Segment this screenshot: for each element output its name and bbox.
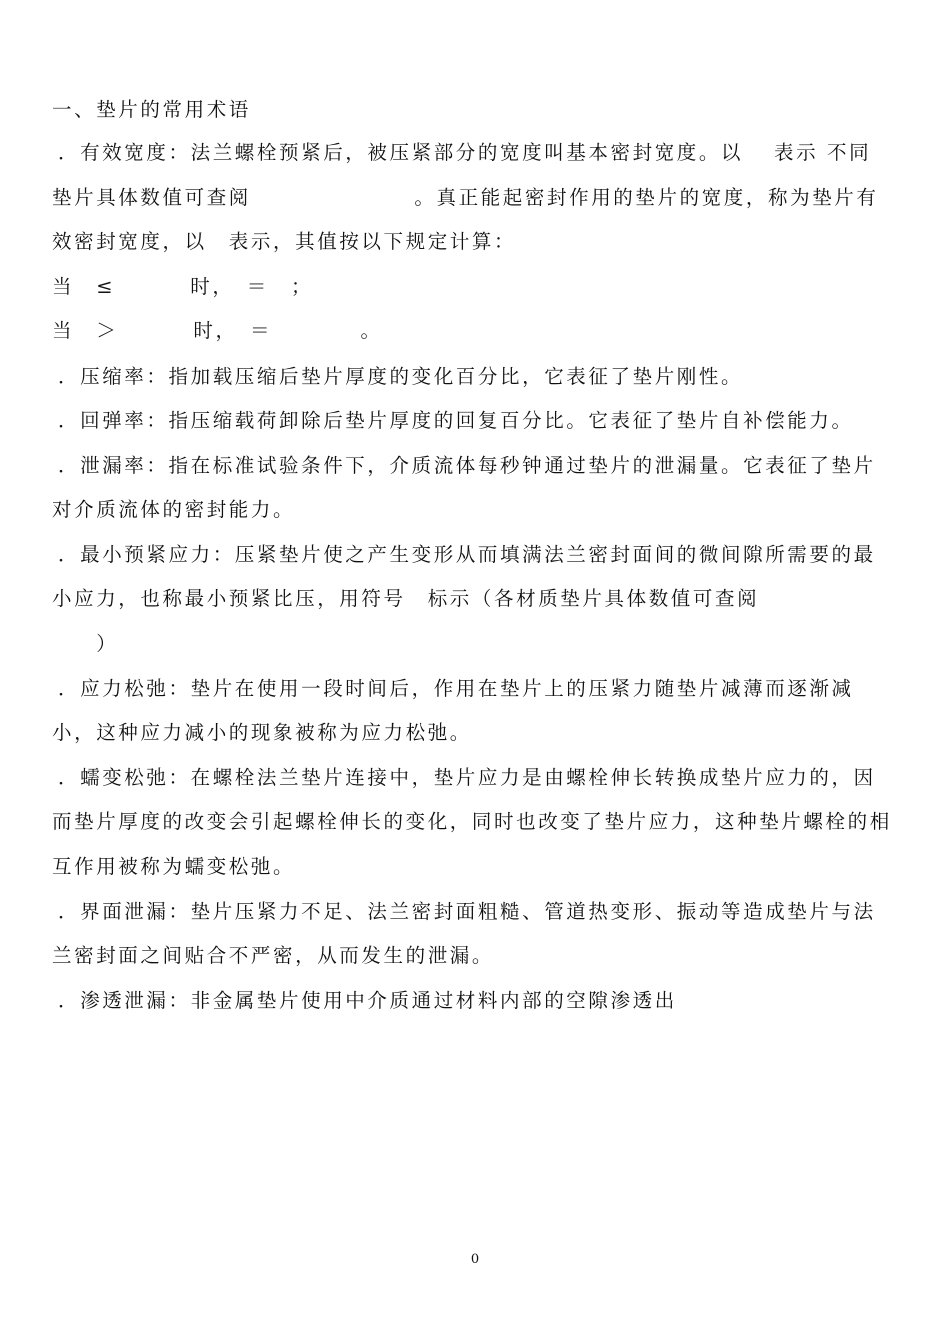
paragraph-line: 而垫片厚度的改变会引起螺栓伸长的变化，同时也改变了垫片应力，这种垫片螺栓的相 bbox=[52, 810, 892, 833]
formula-line: 当 ≤ 时， ＝ ； bbox=[52, 275, 314, 298]
paragraph-line: ．应力松弛：垫片在使用一段时间后，作用在垫片上的压紧力随垫片减薄而逐渐减 bbox=[58, 677, 854, 700]
paragraph-line: 垫片具体数值可查阅 。真正能起密封作用的垫片的宽度，称为垫片有 bbox=[52, 186, 879, 209]
paragraph-line: ．泄漏率：指在标准试验条件下，介质流体每秒钟通过垫片的泄漏量。它表征了垫片 bbox=[58, 454, 876, 477]
paragraph-line: ．渗透泄漏：非金属垫片使用中介质通过材料内部的空隙渗透出 bbox=[58, 989, 677, 1012]
paragraph-line: ．最小预紧应力：压紧垫片使之产生变形从而填满法兰密封面间的微间隙所需要的最 bbox=[58, 543, 876, 566]
paragraph-line: 小应力，也称最小预紧比压，用符号 标示（各材质垫片具体数值可查阅 bbox=[52, 587, 760, 610]
paragraph-line: ．蠕变松弛：在螺栓法兰垫片连接中，垫片应力是由螺栓伸长转换成垫片应力的，因 bbox=[58, 766, 876, 789]
paragraph-line: 互作用被称为蠕变松弛。 bbox=[52, 855, 296, 878]
formula-line: 当 ＞ 时， ＝ 。 bbox=[52, 319, 383, 342]
paragraph-line: 对介质流体的密封能力。 bbox=[52, 498, 296, 521]
paragraph-line: ．回弹率：指压缩载荷卸除后垫片厚度的回复百分比。它表征了垫片自补偿能力。 bbox=[58, 409, 854, 432]
paragraph-line: ．压缩率：指加载压缩后垫片厚度的变化百分比，它表征了垫片刚性。 bbox=[58, 365, 744, 388]
page-number: 0 bbox=[470, 1252, 480, 1267]
paragraph-line: ．界面泄漏：垫片压紧力不足、法兰密封面粗糙、管道热变形、振动等造成垫片与法 bbox=[58, 900, 876, 923]
paragraph-line: 小，这种应力减小的现象被称为应力松弛。 bbox=[52, 721, 472, 744]
paragraph-line: 效密封宽度，以 表示，其值按以下规定计算： bbox=[52, 230, 517, 253]
section-heading: 一、垫片的常用术语 bbox=[52, 98, 251, 121]
paragraph-line: ．有效宽度：法兰螺栓预紧后，被压紧部分的宽度叫基本密封宽度。以 表示 不同 bbox=[58, 141, 872, 164]
paragraph-line: ） bbox=[52, 632, 119, 655]
paragraph-line: 兰密封面之间贴合不严密，从而发生的泄漏。 bbox=[52, 944, 495, 967]
